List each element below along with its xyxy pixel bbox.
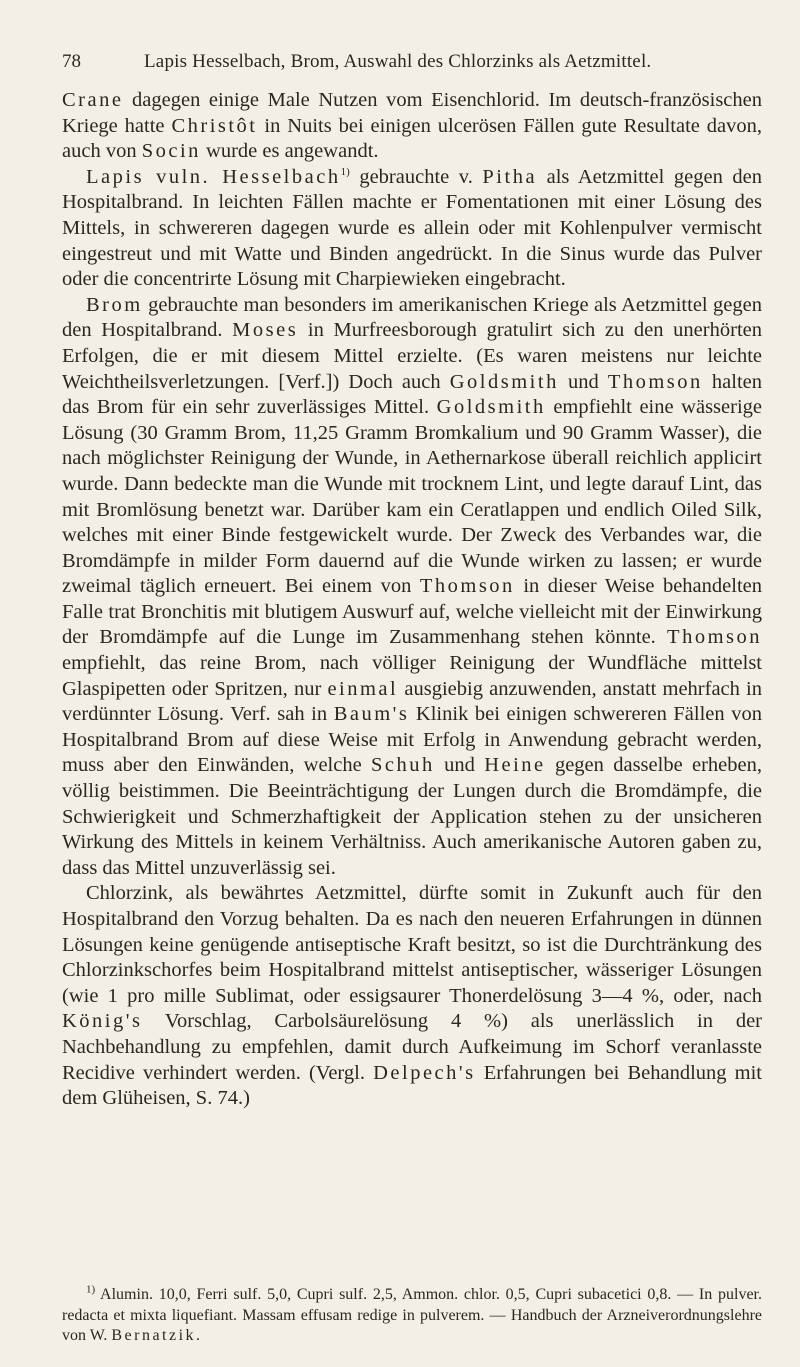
text-run: und <box>558 370 608 393</box>
running-head: Lapis Hesselbach, Brom, Auswahl des Chlorzinks als Aetzmittel. <box>144 51 652 72</box>
remedy-name: Lapis vuln. Hesselbach <box>86 165 341 188</box>
person-name: Heine <box>484 754 546 777</box>
text-run: ausgiebig anzuwenden, anstatt mehrfach in verdünnter Lösung. Verf. sah in <box>62 677 763 726</box>
text-run: Chlorzink, als bewährtes Aetzmittel, dürfte somit in Zukunft auch für den Hospitalbrand den Vorzug behalten. Da es nach den neueren Erfahrungen in dünnen Lösungen keine genügende antiseptische Kraft besitzt, so ist die Durchtränkung des Chlorzinkschorfes beim Hospitalbrand mittelst antiseptischer, wässeriger Lösungen (wie 1 pro mille Sublimat, oder essigsaurer Thonerdelösung 3—4 %, oder, nach <box>62 882 762 1007</box>
footnote-paragraph <box>62 1285 762 1347</box>
person-name: Baum's <box>333 703 410 726</box>
text-run: . <box>196 1327 201 1344</box>
text-run: halten das Brom für ein sehr zuverlässiges Mittel. <box>62 370 762 419</box>
text-run: Vorschlag, Carbolsäurelösung 4 %) als unerlässlich in der Nachbehandlung zu empfehlen, damit durch Aufkeimung im Schorf veranlasste Recidive verhindert werden. (Vergl. <box>62 1010 762 1084</box>
footnote <box>62 1285 762 1347</box>
text-run: dagegen einige Male Nutzen vom Eisenchlorid. Im deutsch-französischen Kriege hatte <box>62 89 762 137</box>
page-number: 78 <box>62 51 81 72</box>
person-name: Delpech's <box>373 1061 476 1084</box>
footnote-marker: 1) <box>340 165 350 178</box>
person-name: Schuh <box>371 754 435 777</box>
remedy-name: Brom <box>86 293 143 316</box>
text-run: Klinik bei einigen schwereren Fällen von Hospitalbrand Brom auf diese Weise mit Erfolg in Anwendung gebracht werden, muss aber den Einwänden, welche <box>62 703 762 777</box>
text-run: gegen dasselbe erheben, völlig beistimmen. Die Beeinträchtigung der Lungen durch die Bromdämpfe, die Schwierigkeit und Schmerzhaftigkeit der Application stehen zu der unsicheren Wirkung des Mittels in keinem Verhältniss. Auch amerikanische Autoren gaben zu, dass das Mittel unzuverlässig sei. <box>62 754 763 879</box>
text-run: und <box>434 754 485 777</box>
person-name: Pitha <box>482 165 538 188</box>
paragraph-chlorzink <box>62 881 762 1111</box>
page-header <box>62 49 762 75</box>
text-run: wurde es angewandt. <box>200 140 379 163</box>
text-run: gebrauchte v. <box>349 165 483 188</box>
text-run: empfiehlt eine wässerige Lösung (30 Gramm Brom, 11,25 Gramm Bromkalium und 90 Gramm Wasser), die nach möglichster Reinigung der Wunde, in Aethernarkose überall reichlich applicirt wurde. Dann bedeckte man die Wunde mit trocknem Lint, und legte darauf Lint, das mit Bromlösung benetzt war. Darüber kam ein Ceratlappen und endlich Oiled Silk, welches mit einer Binde festgewickelt wurde. Der Zweck des Verbandes war, die Bromdämpfe in milder Form dauernd auf die Wunde wirken zu lassen; er wurde zweimal täglich erneuert. Bei einem von <box>62 396 762 598</box>
text-run: in Nuits bei einigen ulcerösen Fällen gute Resultate davon, auch von <box>62 114 763 163</box>
text-run: gebrauchte man besonders im amerikanischen Kriege als Aetzmittel gegen den Hospitalbrand. <box>62 293 762 342</box>
paragraph-brom <box>62 293 762 882</box>
text-run: Erfahrungen bei Behandlung mit dem Glüheisen, S. 74.) <box>62 1061 762 1110</box>
paragraph-crane <box>62 88 762 165</box>
person-name: Bernatzik <box>111 1327 197 1344</box>
person-name: Crane <box>62 89 124 111</box>
person-name: Moses <box>232 319 299 342</box>
person-name: Thomson <box>607 370 703 393</box>
person-name: König's <box>62 1010 143 1033</box>
person-name: Thomson <box>667 626 762 649</box>
text-run: als Aetzmittel gegen den Hospitalbrand. In leichten Fällen machte er Fomentationen mit einer Lösung des Mittels, in schwereren dagegen wurde es allein oder mit Kohlenpulver vermischt eingestreut und mit Watte und Binden angedrückt. In die Sinus wurde das Pulver oder die concentrirte Lösung mit Charpiewieken eingebracht. <box>62 165 763 291</box>
text-run: in dieser Weise behandelten Falle trat Bronchitis mit blutigem Auswurf auf, welche vielleicht mit der Einwirkung der Bromdämpfe auf die Lunge im Zusammenhang stehen könnte. <box>62 575 762 649</box>
emphasis: einmal <box>327 677 399 700</box>
text-run: Alumin. 10,0, Ferri sulf. 5,0, Cupri sulf. 2,5, Ammon. chlor. 0,5, Cupri subacetici 0,8. — In pulver. redacta et mixta liquefiant. Massam effusam redige in pulverem. — Handbuch der Arzneiverordnungslehre von W. <box>62 1286 762 1344</box>
person-name: Christôt <box>171 114 258 137</box>
footnote-marker: 1) <box>86 1283 96 1296</box>
paragraph-lapis <box>62 165 762 293</box>
person-name: Goldsmith <box>449 370 559 393</box>
text-run: in Murfreesborough gratulirt sich zu den unerhörten Erfolgen, die er mit diesem Mittel erzielte. (Es waren meistens nur leichte Weichtheilsverletzungen. [Verf.]) Doch auch <box>62 319 762 393</box>
person-name: Thomson <box>419 575 515 598</box>
person-name: Goldsmith <box>436 396 546 419</box>
text-run: empfiehlt, das reine Brom, nach völliger Reinigung der Wundfläche mittelst Glaspipetten oder Spritzen, nur <box>62 652 762 700</box>
body-text <box>62 88 762 1112</box>
person-name: Socin <box>141 140 201 163</box>
